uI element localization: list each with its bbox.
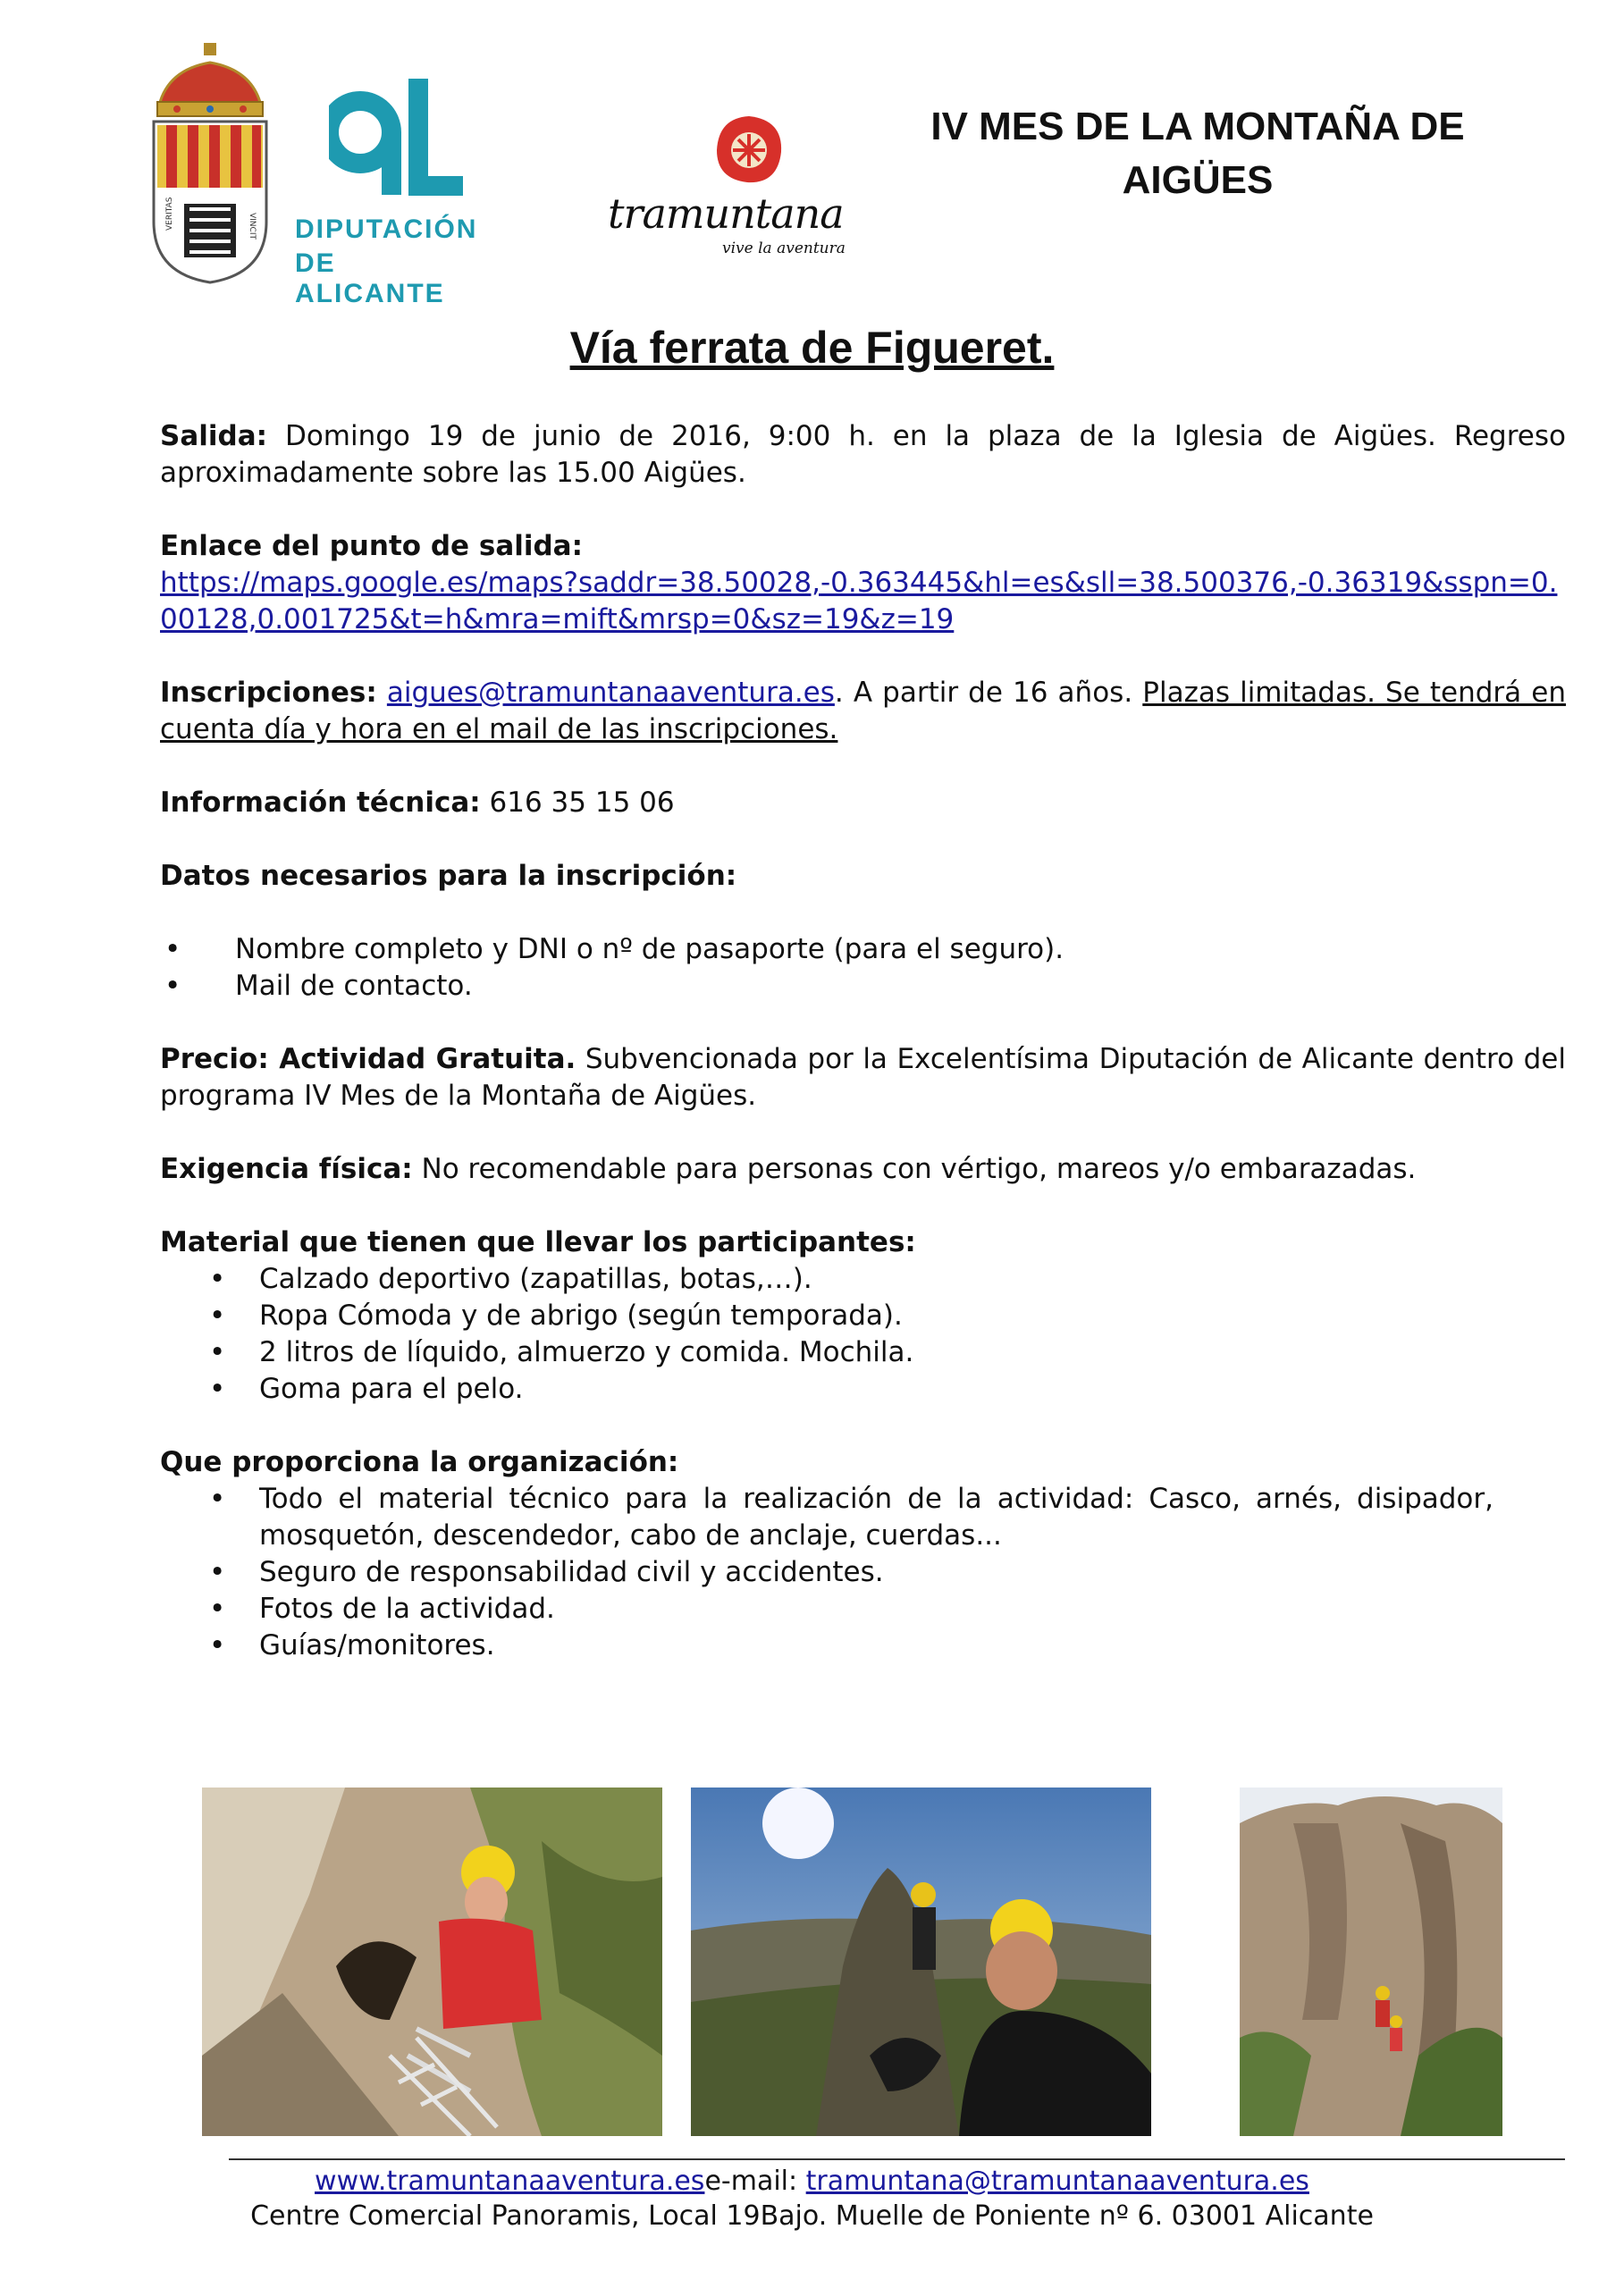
list-item: • Nombre completo y DNI o nº de pasaporte (para el seguro).: [160, 931, 1566, 968]
organizacion-heading: [160, 1444, 1566, 1481]
inscripciones-underlined: Plazas limitadas. Se tendrá en cuenta día y hora en el mail de las inscripciones.: [160, 677, 1566, 745]
content: [160, 418, 1566, 1664]
exigencia-text: No recomendable para personas con vértigo, mareos y/o embarazadas.: [412, 1153, 1417, 1185]
tramuntana-logo: [608, 114, 885, 265]
compass-icon: [713, 114, 785, 186]
list-item: • Goma para el pelo.: [160, 1371, 1566, 1408]
datos-label: Datos necesarios para la inscripción:: [160, 860, 737, 892]
photo-group-selfie: [691, 1788, 1151, 2136]
header-title-line2: AIGÜES: [1122, 158, 1274, 202]
material-list: [160, 1261, 1566, 1408]
shield-left-text: VERITAS: [165, 197, 174, 231]
tram-name: tramuntana: [608, 189, 844, 238]
inscripciones-text: . A partir de 16 años.: [834, 677, 1143, 709]
enlace-paragraph: [160, 528, 1566, 638]
photo-climber-ladder: [202, 1788, 662, 2136]
datos-paragraph: [160, 858, 1566, 895]
footer-email-link[interactable]: tramuntana@tramuntanaaventura.es: [805, 2166, 1309, 2197]
document-title: Vía ferrata de Figueret.: [569, 323, 1055, 373]
diputacion-alicante-logo: [295, 70, 492, 308]
exigencia-label: Exigencia física:: [160, 1153, 413, 1185]
al-monogram-icon: [329, 70, 472, 204]
list-item: • Seguro de responsabilidad civil y accidentes.: [160, 1554, 1494, 1591]
header-title: [894, 100, 1502, 207]
header-title-line1: IV MES DE LA MONTAÑA DE: [930, 105, 1465, 148]
salida-paragraph: [160, 418, 1566, 492]
inscripciones-paragraph: [160, 675, 1566, 748]
footer-web-link[interactable]: www.tramuntanaaventura.es: [315, 2166, 705, 2197]
photo-rock-face: [1240, 1788, 1502, 2136]
datos-list: [160, 931, 1566, 1005]
info-tecnica-phone: 616 35 15 06: [480, 786, 675, 819]
precio-label: Precio: Actividad Gratuita.: [160, 1043, 576, 1075]
list-item: • Todo el material técnico para la realización de la actividad: Casco, arnés, disipador, mosquetón, descendedor, cabo de anclaje, cuerdas...: [160, 1481, 1494, 1554]
material-label: Material que tienen que llevar los participantes:: [160, 1226, 916, 1258]
inscripciones-email-link[interactable]: aigues@tramuntanaaventura.es: [386, 677, 835, 709]
material-heading: [160, 1224, 1566, 1261]
dip-line2: DE ALICANTE: [295, 248, 445, 308]
crown-icon: [157, 43, 263, 116]
dip-line1: DIPUTACIÓN: [295, 214, 478, 244]
inscripciones-label: Inscripciones:: [160, 677, 377, 709]
salida-label: Salida:: [160, 420, 268, 452]
info-tecnica-paragraph: [160, 785, 1566, 821]
info-tecnica-label: Información técnica:: [160, 786, 481, 819]
footer-email-label: e-mail:: [704, 2166, 806, 2197]
list-item: • Fotos de la actividad.: [160, 1591, 1494, 1628]
salida-text: Domingo 19 de junio de 2016, 9:00 h. en la plaza de la Iglesia de Aigües. Regreso aproximadamente sobre las 15.00 Aigües.: [160, 420, 1566, 489]
footer-contact: [0, 2166, 1624, 2198]
aigues-coat-of-arms-logo: [150, 43, 270, 284]
precio-text: Subvencionada por la Excelentísima Diputación de Alicante dentro del programa IV Mes de la Montaña de Aigües.: [160, 1043, 1566, 1112]
enlace-label: Enlace del punto de salida:: [160, 530, 583, 562]
list-item: • Calzado deportivo (zapatillas, botas,…).: [160, 1261, 1566, 1298]
organizacion-list: [160, 1481, 1494, 1664]
precio-paragraph: [160, 1041, 1566, 1115]
footer-address: Centre Comercial Panoramis, Local 19Bajo. Muelle de Poniente nº 6. 03001 Alicante: [250, 2200, 1374, 2232]
list-item: • Mail de contacto.: [160, 968, 1566, 1005]
tram-tagline: vive la aventura: [722, 240, 846, 257]
exigencia-paragraph: [160, 1151, 1566, 1188]
shield-right-text: VINCIT: [248, 213, 257, 240]
list-item: • Ropa Cómoda y de abrigo (según temporada).: [160, 1298, 1566, 1334]
list-item: • 2 litros de líquido, almuerzo y comida. Mochila.: [160, 1334, 1566, 1371]
organizacion-label: Que proporciona la organización:: [160, 1446, 679, 1478]
list-item: • Guías/monitores.: [160, 1628, 1494, 1664]
footer-divider: [229, 2158, 1565, 2160]
maps-link[interactable]: https://maps.google.es/maps?saddr=38.50028,-0.363445&hl=es&sll=38.500376,-0.36319&sspn=0.00128,0.001725&t=h&mra=mift&mrsp=0&sz=19&z=19: [160, 567, 1558, 635]
